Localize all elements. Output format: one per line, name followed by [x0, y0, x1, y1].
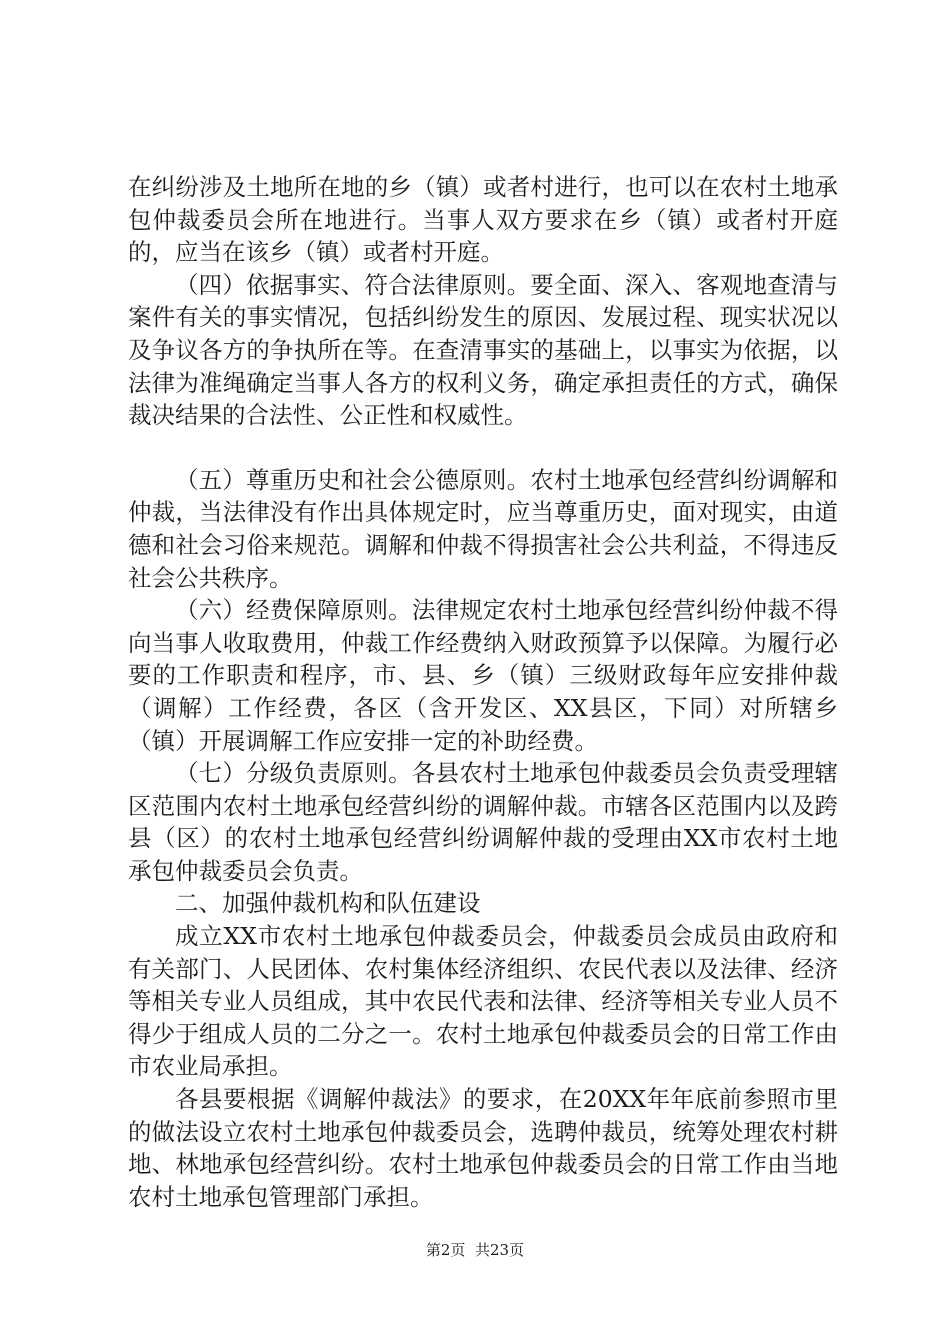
section-heading-2: 二、加强仲裁机构和队伍建设	[175, 889, 481, 918]
paragraph-principle-4: （四）依据事实、符合法律原则。要全面、深入、客观地查清与案件有关的事实情况，包括纠纷发生的原因、发展过程、现实状况以及争议各方的争执所在等。在查清事实的基础上，以事实为依据，以法律为准绳确定当事人各方的权利义务，确定承担责任的方式，确保裁决结果的合法性、公正性和权威性。	[128, 270, 838, 430]
paragraph-principle-6: （六）经费保障原则。法律规定农村土地承包经营纠纷仲裁不得向当事人收取费用，仲裁工作经费纳入财政预算予以保障。为履行必要的工作职责和程序，市、县、乡（镇）三级财政每年应安排仲裁（调解）工作经费，各区（含开发区、XX县区，下同）对所辖乡（镇）开展调解工作应安排一定的补助经费。	[128, 596, 838, 755]
paragraph-city-committee: 成立XX市农村土地承包仲裁委员会，仲裁委员会成员由政府和有关部门、人民团体、农村集体经济组织、农民代表以及法律、经济等相关专业人员组成，其中农民代表和法律、经济等相关专业人员不得少于组成人员的二分之一。农村土地承包仲裁委员会的日常工作由市农业局承担。	[128, 922, 838, 1081]
paragraph-principle-7: （七）分级负责原则。各县农村土地承包仲裁委员会负责受理辖区范围内农村土地承包经营纠纷的调解仲裁。市辖各区范围内以及跨县（区）的农村土地承包经营纠纷调解仲裁的受理由XX市农村土地承包仲裁委员会负责。	[128, 759, 838, 885]
page-number-label: 第2页 共23页	[425, 1241, 525, 1259]
document-body	[128, 171, 838, 1213]
paragraph-principle-5: （五）尊重历史和社会公德原则。农村土地承包经营纠纷调解和仲裁，当法律没有作出具体规定时，应当尊重历史，面对现实，由道德和社会习俗来规范。调解和仲裁不得损害社会公共利益，不得违反社会公共秩序。	[128, 465, 838, 592]
page-footer	[0, 1240, 950, 1260]
paragraph-continuation: 在纠纷涉及土地所在地的乡（镇）或者村进行，也可以在农村土地承包仲裁委员会所在地进行。当事人双方要求在乡（镇）或者村开庭的，应当在该乡（镇）或者村开庭。	[128, 173, 838, 267]
paragraph-county-committee: 各县要根据《调解仲裁法》的要求，在20XX年年底前参照市里的做法设立农村土地承包仲裁委员会，选聘仲裁员，统筹处理农村耕地、林地承包经营纠纷。农村土地承包仲裁委员会的日常工作由当地农村土地承包管理部门承担。	[128, 1085, 838, 1211]
